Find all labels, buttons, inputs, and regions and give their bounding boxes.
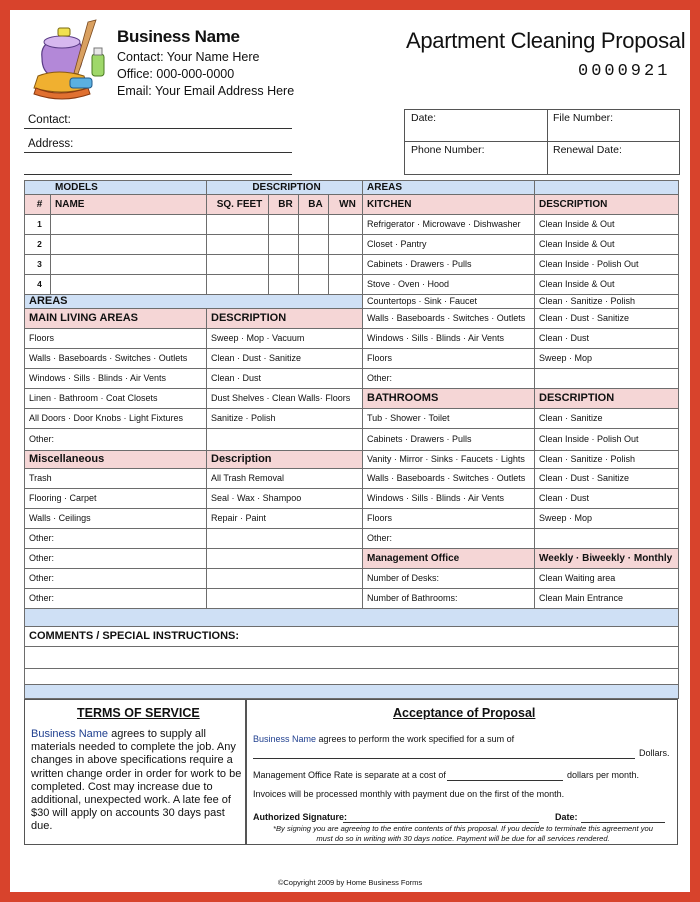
grid-line xyxy=(206,180,207,294)
file-number-label: File Number: xyxy=(553,112,614,124)
grid-line xyxy=(24,626,678,627)
living-area: Linen · Bathroom · Coat Closets xyxy=(29,393,158,403)
grid-line xyxy=(24,408,678,409)
acceptance-of-proposal xyxy=(246,699,678,845)
terms-body xyxy=(31,728,243,834)
misc-desc xyxy=(206,568,362,588)
bath-desc: Clean Inside · Polish Out xyxy=(539,434,639,444)
signature-label: Authorized Signature: xyxy=(253,812,347,822)
model-row-number: 4 xyxy=(37,279,42,289)
terms-title: TERMS OF SERVICE xyxy=(77,706,200,720)
living-name: MAIN LIVING AREAS xyxy=(29,312,138,324)
grid-line xyxy=(24,180,25,699)
kitchen-desc: Clean · Dust xyxy=(539,333,590,343)
grid-line xyxy=(24,194,678,195)
kitchen-areas-blank xyxy=(534,180,678,194)
living-area: Windows · Sills · Blinds · Air Vents xyxy=(29,373,167,383)
misc-area: Other: xyxy=(29,573,55,583)
terms-business-name: Business Name xyxy=(31,728,109,740)
living-desc: Sanitize · Polish xyxy=(211,413,276,423)
grid-line xyxy=(24,214,678,215)
models-description-header: DESCRIPTION xyxy=(252,181,321,193)
office-desc: Clean Main Entrance xyxy=(539,593,624,603)
grid-line xyxy=(24,608,678,609)
bath-area: Vanity · Mirror · Sinks · Faucets · Lights xyxy=(367,454,525,464)
misc-area: Other: xyxy=(29,553,55,563)
misc-desc-header: Description xyxy=(211,453,272,465)
comments-bottom-band xyxy=(24,684,678,698)
kitchen-area: Windows · Sills · Blinds · Air Vents xyxy=(367,333,505,343)
contact-field[interactable] xyxy=(24,128,292,129)
grid-line xyxy=(298,194,299,294)
grid-line xyxy=(24,528,678,529)
misc-desc: Repair · Paint xyxy=(211,513,267,523)
proposal-number: 0000921 xyxy=(578,62,671,81)
living-desc-header: DESCRIPTION xyxy=(211,312,287,324)
bath-area: Walls · Baseboards · Switches · Outlets xyxy=(367,473,526,483)
bath-desc xyxy=(534,528,678,548)
misc-desc: All Trash Removal xyxy=(211,473,285,483)
kitchen-area: Countertops · Sink · Faucet xyxy=(367,296,478,306)
grid-line xyxy=(24,274,678,275)
bath-area: Floors xyxy=(367,513,393,523)
grid-line xyxy=(24,488,678,489)
model-row-number: 3 xyxy=(37,259,42,269)
grid-line xyxy=(24,668,678,669)
phone-label: Phone Number: xyxy=(411,144,485,156)
living-area: All Doors · Door Knobs · Light Fixtures xyxy=(29,413,184,423)
bath-desc: Clean · Sanitize · Polish xyxy=(539,454,636,464)
office-line: Office: 000-000-0000 xyxy=(117,67,235,81)
grid-line xyxy=(24,548,678,549)
living-desc: Dust Shelves · Clean Walls· Floors xyxy=(211,393,351,403)
office-area: Number of Desks: xyxy=(367,573,440,583)
kitchen-area: Walls · Baseboards · Switches · Outlets xyxy=(367,313,526,323)
office-area: Number of Bathrooms: xyxy=(367,593,458,603)
address-field-2[interactable] xyxy=(24,174,292,175)
rate-suffix: dollars per month. xyxy=(567,770,640,780)
contact-label: Contact: xyxy=(28,114,71,126)
kitchen-area: Closet · Pantry xyxy=(367,239,427,249)
living-desc: Sweep · Mop · Vacuum xyxy=(211,333,305,343)
models-col-4: BA xyxy=(308,198,323,210)
grid-line xyxy=(50,194,51,294)
address-label: Address: xyxy=(28,138,74,150)
grid-line xyxy=(206,308,207,608)
models-col-3: BR xyxy=(278,198,293,210)
kitchen-area: Other: xyxy=(367,373,393,383)
bath-area: Cabinets · Drawers · Pulls xyxy=(367,434,472,444)
misc-area: Trash xyxy=(29,473,52,483)
address-field-1[interactable] xyxy=(24,152,292,153)
proposal-page xyxy=(10,10,690,892)
models-col-5: WN xyxy=(339,198,356,210)
grid-line xyxy=(268,194,269,294)
living-areas-header: AREAS xyxy=(24,294,362,308)
grid-line xyxy=(24,428,678,429)
kitchen-desc xyxy=(534,368,678,388)
grid-line xyxy=(24,308,678,309)
invoice-text: Invoices will be processed monthly with payment due on the first of the month. xyxy=(253,789,565,799)
acceptance-business-name: Business Name xyxy=(253,734,317,744)
signature-field[interactable] xyxy=(343,822,539,823)
kitchen-desc: Clean Inside & Out xyxy=(539,279,615,289)
business-name: Business Name xyxy=(117,27,240,46)
models-col-2: SQ. FEET xyxy=(216,198,263,210)
acceptance-sum-text: agrees to perform the work specified for a sum of xyxy=(316,734,515,744)
spacer-band xyxy=(24,608,678,626)
kitchen-desc: Clean · Dust · Sanitize xyxy=(539,313,630,323)
comments-label: COMMENTS / SPECIAL INSTRUCTIONS: xyxy=(29,630,240,642)
rate-prefix: Management Office Rate is separate at a cost of xyxy=(253,770,446,780)
services-table xyxy=(24,180,678,698)
date-label: Date: xyxy=(411,112,437,124)
misc-area: Other: xyxy=(29,533,55,543)
grid-line xyxy=(24,368,678,369)
model-row-number: 1 xyxy=(37,219,42,229)
kitchen-desc: Clean Inside · Polish Out xyxy=(539,259,639,269)
misc-area: Walls · Ceilings xyxy=(29,513,91,523)
bath-area: Windows · Sills · Blinds · Air Vents xyxy=(367,493,505,503)
document-title: Apartment Cleaning Proposal xyxy=(406,28,686,53)
acceptance-line-1 xyxy=(253,734,514,744)
models-header: MODELS xyxy=(55,181,98,193)
misc-area: Other: xyxy=(29,593,55,603)
grid-line xyxy=(24,388,678,389)
bath-desc: Sweep · Mop xyxy=(539,513,593,523)
terms-note-2: must do so in writing with 30 days notice. Payment will be due for all services rendered. xyxy=(316,834,610,843)
kitchen-area: Cabinets · Drawers · Pulls xyxy=(367,259,472,269)
info-box xyxy=(404,109,680,175)
grid-line xyxy=(24,328,678,329)
grid-line xyxy=(24,468,678,469)
models-col-0: # xyxy=(36,198,43,210)
misc-name: Miscellaneous xyxy=(29,453,105,465)
contact-line: Contact: Your Name Here xyxy=(117,50,260,64)
grid-line xyxy=(24,450,678,451)
email-line: Email: Your Email Address Here xyxy=(117,84,295,98)
copyright: ©Copyright 2009 by Home Business Forms xyxy=(277,878,423,887)
kitchen-name: KITCHEN xyxy=(367,198,412,210)
kitchen-areas-header: AREAS xyxy=(362,180,534,194)
living-area: Other: xyxy=(29,434,55,444)
misc-desc xyxy=(206,528,362,548)
bath-name: BATHROOMS xyxy=(367,392,439,404)
living-area: Floors xyxy=(29,333,55,343)
living-desc xyxy=(206,428,362,450)
bath-desc: Clean · Dust · Sanitize xyxy=(539,473,630,483)
grid-line xyxy=(328,194,329,294)
office-desc: Clean Waiting area xyxy=(539,573,616,583)
grid-line xyxy=(24,294,678,295)
accept-date-field[interactable] xyxy=(581,822,665,823)
terms-text: agrees to supply all materials needed to complete the job. Any changes in above specifications require a written change order in order for work to be completed. Cost may increase due to additional, unexpected work. A late fee of $30 will apply on accounts 30 days past due. xyxy=(31,728,242,833)
misc-area: Flooring · Carpet xyxy=(29,493,97,503)
grid-line xyxy=(24,234,678,235)
acceptance-title: Acceptance of Proposal xyxy=(393,706,536,720)
grid-line xyxy=(24,254,678,255)
living-desc: Clean · Dust · Sanitize xyxy=(211,353,302,363)
kitchen-desc: Clean · Sanitize · Polish xyxy=(539,296,636,306)
models-col-1: NAME xyxy=(55,198,85,210)
office-name: Management Office xyxy=(367,552,460,564)
living-desc: Clean · Dust xyxy=(211,373,262,383)
grid-line xyxy=(362,180,363,608)
accept-date-label: Date: xyxy=(555,812,578,822)
grid-line xyxy=(24,588,678,589)
grid-line xyxy=(24,180,678,181)
kitchen-area: Refrigerator · Microwave · Dishwasher xyxy=(367,219,521,229)
grid-line xyxy=(534,180,535,608)
kitchen-desc: Clean Inside & Out xyxy=(539,219,615,229)
kitchen-desc: Sweep · Mop xyxy=(539,353,593,363)
grid-line xyxy=(24,568,678,569)
bath-desc: Clean · Dust xyxy=(539,493,590,503)
office-freq: Weekly · Biweekly · Monthly xyxy=(539,552,673,564)
dollars-label: Dollars. xyxy=(639,748,670,758)
bath-area: Tub · Shower · Toilet xyxy=(367,413,450,423)
misc-desc: Seal · Wax · Shampoo xyxy=(211,493,302,503)
grid-line xyxy=(678,180,679,699)
kitchen-area: Stove · Oven · Hood xyxy=(367,279,450,289)
terms-note-1: *By signing you are agreeing to the entire contents of this proposal. If you decide to terminate this agreement you xyxy=(273,824,653,833)
bath-area: Other: xyxy=(367,533,393,543)
kitchen-desc-header: DESCRIPTION xyxy=(539,198,608,210)
grid-line xyxy=(24,684,678,685)
terms-of-service xyxy=(24,699,246,845)
misc-desc xyxy=(206,588,362,608)
sum-field[interactable] xyxy=(253,758,635,759)
kitchen-area: Floors xyxy=(367,353,393,363)
misc-desc xyxy=(206,548,362,568)
grid-line xyxy=(24,508,678,509)
bath-desc: Clean · Sanitize xyxy=(539,413,603,423)
bath-desc-header: DESCRIPTION xyxy=(539,392,615,404)
cleaning-supplies-icon xyxy=(28,18,114,104)
renewal-label: Renewal Date: xyxy=(553,144,622,156)
kitchen-desc: Clean Inside & Out xyxy=(539,239,615,249)
rate-field[interactable] xyxy=(447,780,563,781)
grid-line xyxy=(24,646,678,647)
grid-line xyxy=(24,348,678,349)
model-row-number: 2 xyxy=(37,239,42,249)
living-area: Walls · Baseboards · Switches · Outlets xyxy=(29,353,188,363)
